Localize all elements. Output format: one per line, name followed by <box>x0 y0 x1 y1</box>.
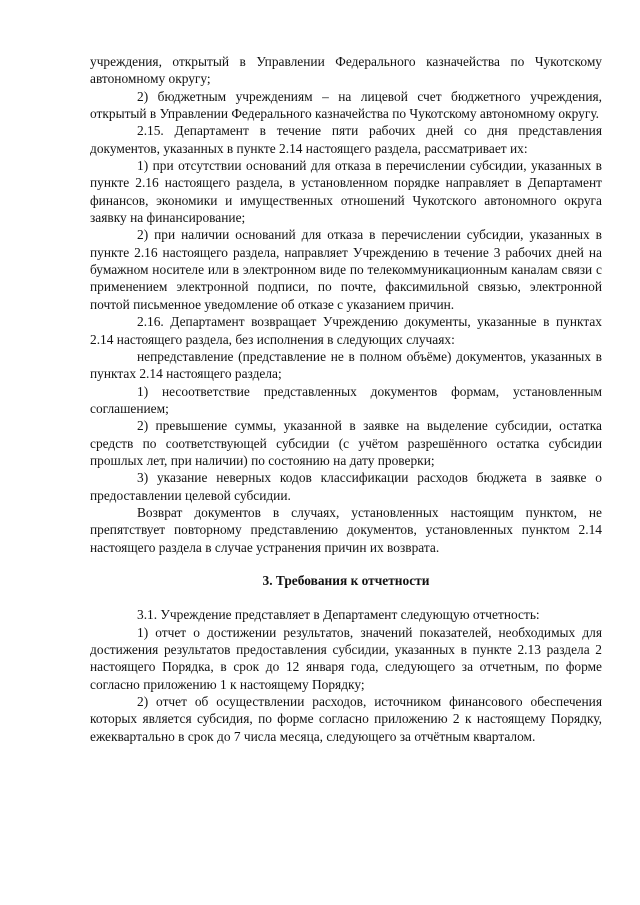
paragraph: непредставление (представление не в полном объёме) документов, указанных в пунктах 2.14 настоящего раздела; <box>90 348 602 382</box>
paragraph: 2.16. Департамент возвращает Учреждению документы, указанные в пунктах 2.14 настоящего раздела, без исполнения в следующих случаях: <box>90 314 602 347</box>
paragraph: учреждения, открытый в Управлении Федерального казначейства по Чукотскому автономному округу; <box>90 54 602 87</box>
paragraph: 2) превышение суммы, указанной в заявке на выделение субсидии, остатка средств по соответствующей субсидии (с учётом разрешённого остатка субсидии прошлых лет, при наличии) по состоянию на дату проверки; <box>90 418 602 468</box>
document-body <box>90 53 602 745</box>
paragraph: 2) отчет об осуществлении расходов, источником финансового обеспечения которых является субсидия, по форме согласно приложению 2 к настоящему Порядку, ежеквартально в срок до 7 числа месяца, следующего за отчётным кварталом. <box>90 694 602 744</box>
section-title: 3. Требования к отчетности <box>262 572 430 588</box>
paragraph: 3.1. Учреждение представляет в Департамент следующую отчетность: <box>137 607 540 623</box>
paragraph: Возврат документов в случаях, установленных настоящим пунктом, не препятствует повторному представлению документов, установленных пунктом 2.14 настоящего раздела в случае устранения причин их возврата. <box>90 504 602 555</box>
paragraph: 1) несоответствие представленных документов формам, установленным соглашением; <box>90 383 602 416</box>
paragraph: 1) при отсутствии оснований для отказа в перечислении субсидии, указанных в пункте 2.16 настоящего раздела, в установленном порядке направляет в Департамент финансов, экономики и имущественных отношений Чукотского автономного округа заявку на финансирование; <box>90 158 602 226</box>
paragraph: 1) отчет о достижении результатов, значений показателей, необходимых для достижения результатов предоставления субсидии, указанных в пункте 2.13 раздела 2 настоящего Порядка, в срок до 12 января года, следующего за отчетным, по форме согласно приложению 1 к настоящему Порядку; <box>90 624 602 692</box>
paragraph: 2) бюджетным учреждениям – на лицевой счет бюджетного учреждения, открытый в Управлении Федерального казначейства по Чукотскому автономному округу. <box>90 88 602 122</box>
paragraph: 3) указание неверных кодов классификации расходов бюджета в заявке о предоставлении целевой субсидии. <box>90 470 602 503</box>
paragraph: 2) при наличии оснований для отказа в перечислении субсидии, указанных в пункте 2.16 настоящего раздела, направляет Учреждению в течение 3 рабочих дней на бумажном носителе или в электронном виде по телекоммуникационным каналам связи с применением электронной подписи, по почте, факсимильной связью, электронной почтой письменное уведомление об отказе с указанием причин. <box>90 227 602 312</box>
paragraph: 2.15. Департамент в течение пяти рабочих дней со дня представления документов, указанных в пункте 2.14 настоящего раздела, рассматривает их: <box>90 123 602 156</box>
